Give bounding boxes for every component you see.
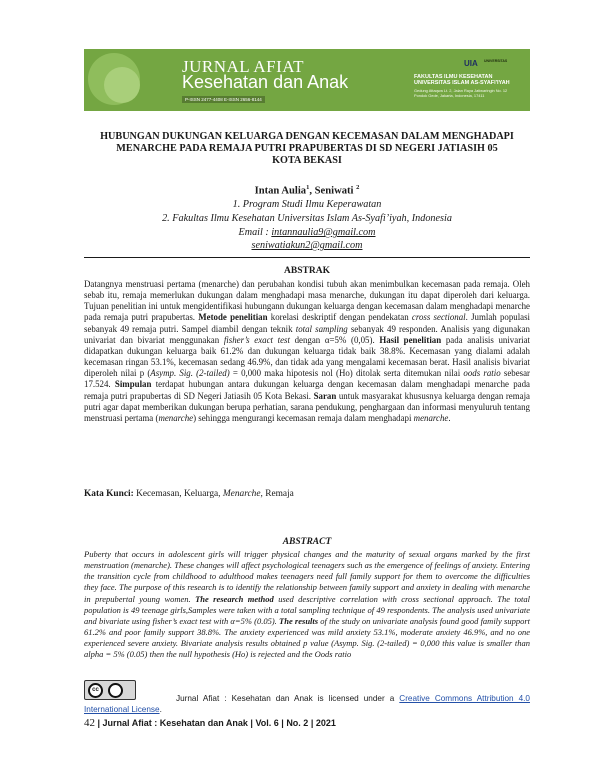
divider [84, 257, 530, 258]
cross-sectional: cross sectional [411, 312, 466, 323]
keywords [84, 489, 530, 499]
abstract-body [84, 549, 530, 661]
email-line-1 [84, 227, 530, 239]
keywords-2: Menarche [222, 489, 261, 499]
abstract-p3: of the study on univariate analysis found good family support 61.2% and poor family support 38.8%. The anxiety experienced was mild anxiety 53.1%, moderate anxiety 46.9%, and no one experienced severe anxiety. Bivariate analysis results obtained p value (Asymp. Sig. (2-tailed) = 0,000 this value is smaller than alpha = 5% (0.05) then the null hypothesis (Ho) is rejected and the Oods ratio [84, 615, 531, 660]
address-line-2: Pondok Gede, Jakarta, Indonesia, 17411 [414, 92, 485, 98]
fisher-test: fisher’s exact test [223, 334, 290, 345]
email-line-2 [84, 240, 530, 252]
author-2: Seniwati [314, 185, 354, 197]
abstrak-p5c: . [448, 412, 451, 423]
page-number: 42 [84, 717, 95, 729]
university-logo-icon [464, 58, 486, 68]
issn: P-ISSN 2477-4408 E-ISSN 2656-8144 [182, 96, 265, 103]
footer-sep-1: | [95, 718, 103, 728]
affiliation-1: 1. Program Studi Ilmu Keperawatan [232, 199, 382, 210]
footer-sep-4: | [308, 718, 316, 728]
keywords-1: Kecemasan, Keluarga, [133, 489, 223, 499]
abstrak-heading: ABSTRAK [284, 266, 330, 276]
footer-vol: Vol. 6 [255, 718, 279, 728]
license-end: . [159, 704, 162, 714]
title-line-2: MENARCHE PADA REMAJA PUTRI PRAPUBERTAS DI SD NEGERI JATIASIH 05 [116, 143, 498, 154]
authors [84, 184, 530, 197]
author-2-sup: 2 [356, 184, 360, 191]
abstrak-body [84, 279, 530, 424]
results-label: The results [279, 615, 319, 626]
abstrak-p2a: korelasi deskriptif dengan pendekatan [267, 312, 412, 323]
author-1: Intan Aulia [254, 185, 307, 197]
method-label: The research method [195, 593, 274, 604]
license-text [84, 694, 530, 715]
university: UNIVERSITAS ISLAM AS-SYAFI'IYAH [414, 80, 510, 87]
abstrak-p2c: sebanyak 49 responden. Analisis yang digunakan univariat dan bivariat menggunakan [84, 323, 530, 345]
journal-banner [84, 49, 530, 111]
abstrak-p2d: dengan α=5% (0,05). [289, 334, 380, 345]
abstrak-p1: Datangnya menstruasi pertama (menarche) dan perubahan kondisi tubuh akan menimbulkan kecemasan pada remaja. Oleh sebab itu, remaja memerlukan dukungan dalam menghadapi masa menarche, dukungan itu dapat diperoleh dari keluarga. Tujuan penelitian ini untuk mengidentifikasi hubungann dukungan keluarga dengan kecemasan dalam menghadapi menarche pada remaja putri prapubertas. [84, 279, 530, 323]
keywords-3: , Remaja [260, 489, 294, 499]
cc-icon: cc [88, 683, 103, 698]
abstrak-p3c: sebesar 17.524. [84, 368, 530, 390]
abstrak-p3b: = 0,000 maka hipotesis nol (Ho) ditolak serta ditemukan nilai [229, 368, 464, 379]
email-1-link[interactable]: intannaulia9@gmail.com [271, 227, 376, 238]
abstract-p1: Puberty that occurs in adolescent girls will trigger physical changes and the maturity of sexual organs marked by the first menstruation (menarche). These changes will affect psychological teenagers such as the emergence of feelings of anxiety. Entering the transition cycle from childhood to adulthood makes teenagers need full family support for them to overcome the difficulties they face. The purpose of this research is to identify the relationship between family support and anxiety in dealing with menarche in prepubertal young women. [84, 549, 530, 604]
footer-sep-3: | [278, 718, 287, 728]
affiliation-2: 2. Fakultas Ilmu Kesehatan Universitas Islam As-Syafi’iyah, Indonesia [162, 213, 452, 224]
page-footer [84, 717, 336, 729]
author-separator: , [309, 185, 315, 197]
saran-label: Saran [313, 390, 337, 401]
author-1-sup: 1 [306, 184, 310, 191]
university-logo-text: UIA [464, 59, 478, 68]
address-line-1: Gedung Attaqwa Lt. 2, Jalan Raya Jatiwaringin No. 12 [414, 88, 508, 93]
oods-ratio: oods ratio [463, 368, 501, 379]
hasil-label: Hasil penelitian [379, 334, 442, 345]
footer-journal: Jurnal Afiat : Kesehatan dan Anak [102, 718, 248, 728]
faculty: FAKULTAS ILMU KESEHATAN [414, 74, 493, 80]
email-2-link[interactable]: seniwatiakun2@gmail.com [251, 240, 363, 251]
abstract-heading: ABSTRACT [282, 537, 332, 547]
abstrak-p2b: . Jumlah populasi sebanyak 49 remaja putri. Sampel diambil dengan teknik [84, 312, 531, 334]
license-link[interactable]: Creative Commons Attribution 4.0 International License [84, 694, 530, 714]
license-prefix: Jurnal Afiat : Kesehatan dan Anak is licensed under a [176, 694, 400, 703]
total-sampling: total sampling [295, 323, 348, 334]
abstrak-p4: terdapat hubungan antara dukungan keluarga dengan kecemasan dalam menghadapi menarche pada remaja putri prapubertas di SD Negeri Jatiasih 05 Kota Bekasi. [84, 379, 530, 401]
footer-year: 2021 [315, 718, 336, 728]
metode-label: Metode penelitian [198, 312, 268, 323]
abstrak-p5a: untuk masyarakat khususnya keluarga dengan remaja putri agar dapat memberikan dukungan berupa perhatian, sarana pendukung, penghargaan dan informasi menyuluruh tentang menstruasi pertama ( [84, 390, 530, 423]
title-line-3: KOTA BEKASI [272, 155, 342, 166]
journal-logo-inner-icon [104, 67, 140, 103]
university-logo-sub: UNIVERSITAS [484, 59, 508, 63]
asymp-sig: Asymp. Sig. (2-tailed) [150, 368, 230, 379]
abstrak-p5b: ) sehingga mengurangi kecemasan remaja dalam menghadapi [193, 412, 414, 423]
menarche-italic-1: menarche [158, 412, 194, 423]
journal-subtitle: Kesehatan dan Anak [182, 72, 349, 92]
abstrak-p3a: pada analisis univariat didapatkan dukungan keluarga baik 61.2% dan dukungan keluarga tidak baik 38.8%. Kecemasan yang dialami adalah kecemasan ringan 53.1%, kecemasan sedang 46.9%, dan tidak ada yang mengalami kecemasan berat. Hasil analisis bivariat diperoleh nilai p ( [84, 334, 531, 379]
journal-name: JURNAL AFIAT [182, 57, 305, 76]
menarche-italic-2: menarche [413, 412, 449, 423]
faculty-name [414, 74, 510, 86]
abstract-p2: used descriptive correlation with cross sectional approach. The total population is 49 teenage girls,Samples were taken with a total sampling technique of 49 respondents. The analysis used univariate and bivariate using fisher’s exact test with α=5% (0.05). [84, 593, 530, 626]
faculty-address [414, 89, 507, 98]
footer-sep-2: | [247, 718, 256, 728]
email-label: Email : [238, 227, 272, 238]
footer-no: No. 2 [286, 718, 309, 728]
title-line-1: HUBUNGAN DUKUNGAN KELUARGA DENGAN KECEMASAN DALAM MENGHADAPI [100, 131, 514, 142]
article-title [84, 131, 530, 167]
simpulan-label: Simpulan [114, 379, 152, 390]
keywords-label: Kata Kunci: [84, 489, 134, 499]
